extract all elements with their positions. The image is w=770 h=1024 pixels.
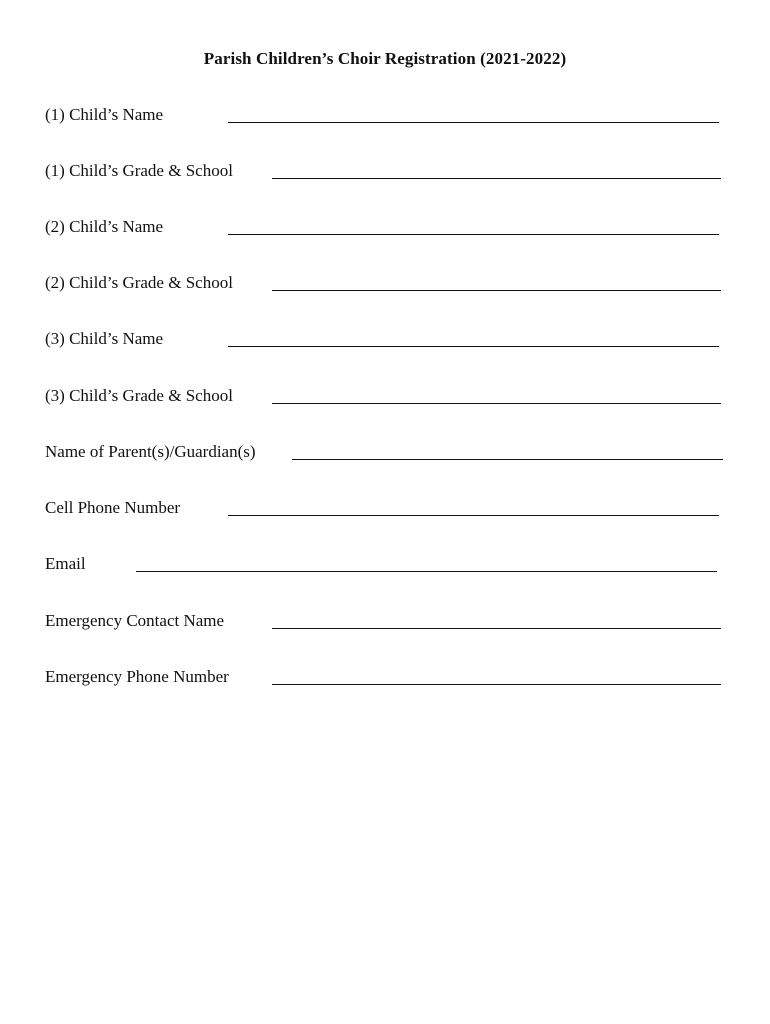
child-3-grade-school-label: (3) Child’s Grade & School [45,386,233,405]
child-3-name-line [228,346,719,347]
child-1-grade-school-field[interactable] [272,159,721,177]
child-2-name-label: (2) Child’s Name [45,217,164,236]
child-3-name-row [45,329,721,353]
cell-phone-label: Cell Phone Number [45,498,181,517]
child-3-grade-school-row [45,386,721,410]
emergency-phone-field[interactable] [272,665,721,683]
child-3-grade-school-field[interactable] [272,384,721,402]
child-2-grade-school-row [45,273,721,297]
child-1-name-label: (1) Child’s Name [45,105,164,124]
emergency-contact-name-line [272,628,721,629]
child-1-grade-school-label: (1) Child’s Grade & School [45,161,233,180]
child-2-grade-school-field[interactable] [272,271,721,289]
child-1-name-row [45,105,721,129]
emergency-phone-row [45,667,721,691]
email-label: Email [45,554,86,573]
child-1-name-line [228,122,719,123]
child-3-name-field[interactable] [228,327,719,345]
form-title: Parish Children’s Choir Registration (2021-2022) [203,49,567,68]
child-2-grade-school-label: (2) Child’s Grade & School [45,273,233,292]
cell-phone-row [45,498,721,522]
child-2-name-field[interactable] [228,215,719,233]
parent-guardian-label: Name of Parent(s)/Guardian(s) [45,442,256,461]
emergency-phone-label: Emergency Phone Number [45,667,229,686]
child-3-name-label: (3) Child’s Name [45,329,164,348]
cell-phone-line [228,515,719,516]
parent-guardian-row [45,442,723,466]
emergency-contact-name-label: Emergency Contact Name [45,611,225,630]
cell-phone-field[interactable] [228,496,719,514]
parent-guardian-field[interactable] [292,440,723,458]
emergency-contact-name-field[interactable] [272,609,721,627]
child-2-name-line [228,234,719,235]
child-1-grade-school-line [272,178,721,179]
email-row [45,554,721,578]
parent-guardian-line [292,459,723,460]
child-1-grade-school-row [45,161,721,185]
child-2-name-row [45,217,721,241]
child-3-grade-school-line [272,403,721,404]
emergency-phone-line [272,684,721,685]
emergency-contact-name-row [45,611,721,635]
email-field[interactable] [136,552,717,570]
email-line [136,571,717,572]
child-2-grade-school-line [272,290,721,291]
child-1-name-field[interactable] [228,103,719,121]
